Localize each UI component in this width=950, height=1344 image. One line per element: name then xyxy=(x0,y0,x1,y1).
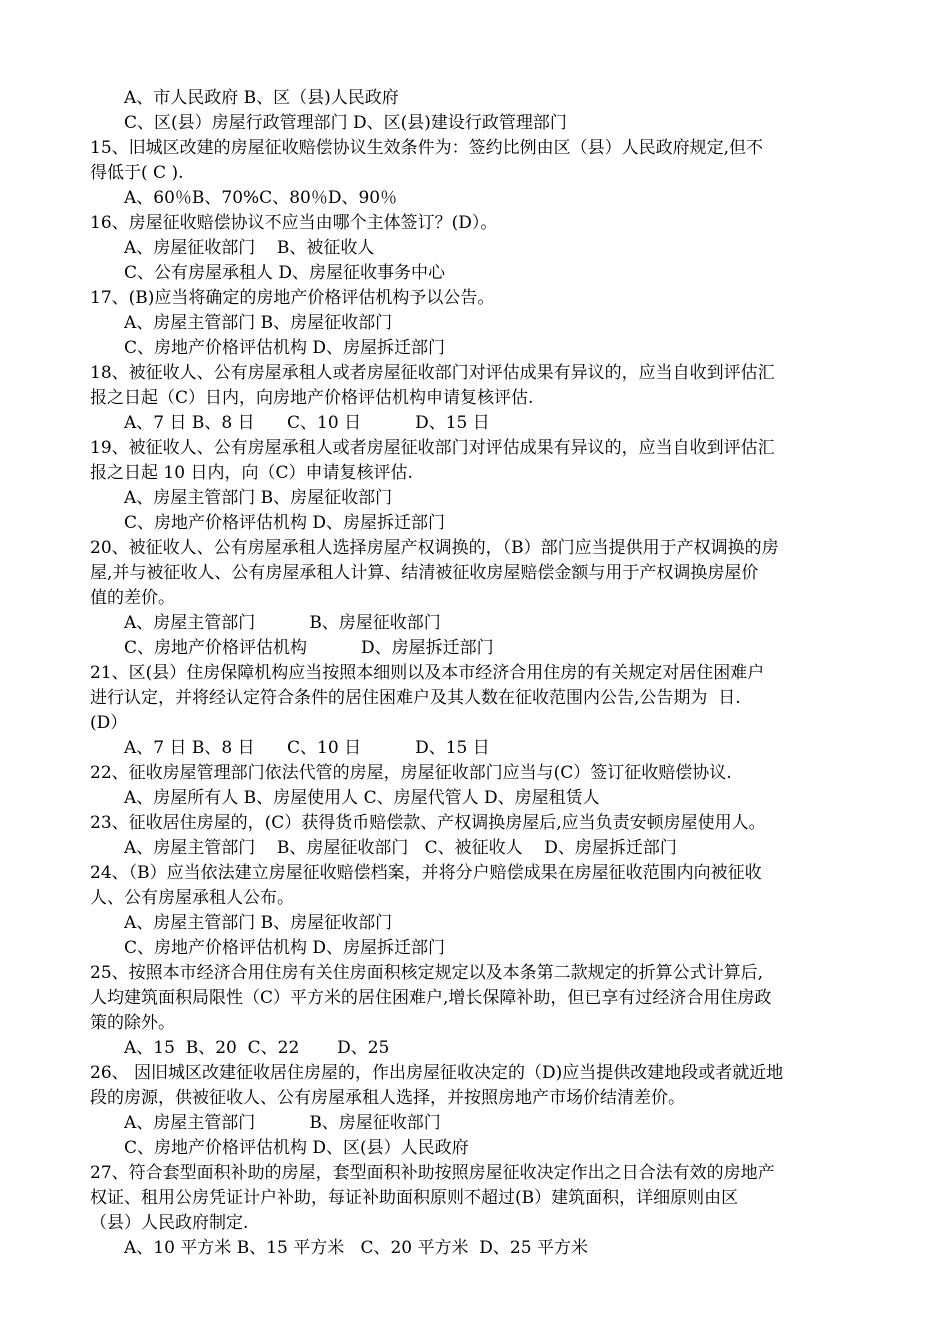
answer-options-line: A、15 B、20 C、22 D、25 xyxy=(124,1038,390,1058)
answer-options-line: A、房屋所有人 B、房屋使用人 C、房屋代管人 D、房屋租赁人 xyxy=(124,788,600,808)
question-text-line: 17、(B)应当将确定的房地产价格评估机构予以公告。 xyxy=(90,288,495,308)
answer-options-line: C、房地产价格评估机构 D、房屋拆迁部门 xyxy=(124,638,494,658)
question-text-line: 报之日起（C）日内，向房地产价格评估机构申请复核评估. xyxy=(90,388,534,408)
question-text-line: 值的差价。 xyxy=(90,588,175,608)
question-text-line: 26、 因旧城区改建征收居住房屋的，作出房屋征收决定的（D)应当提供改建地段或者就近地 xyxy=(90,1063,784,1083)
question-text-line: 18、被征收人、公有房屋承租人或者房屋征收部门对评估成果有异议的，应当自收到评估汇 xyxy=(90,363,775,383)
question-text-line: 21、区(县）住房保障机构应当按照本细则以及本市经济合用住房的有关规定对居住困难户 xyxy=(90,663,765,683)
answer-options-line: A、7 日 B、8 日 C、10 日 D、15 日 xyxy=(124,413,490,433)
answer-options-line: A、7 日 B、8 日 C、10 日 D、15 日 xyxy=(124,738,490,758)
question-text-line: 22、征收房屋管理部门依法代管的房屋，房屋征收部门应当与(C）签订征收赔偿协议. xyxy=(90,763,732,783)
document-body xyxy=(90,86,870,1261)
question-text-line: 得低于( C ). xyxy=(90,163,184,183)
question-text-line: 19、被征收人、公有房屋承租人或者房屋征收部门对评估成果有异议的，应当自收到评估汇 xyxy=(90,438,775,458)
answer-options-line: A、房屋主管部门 B、房屋征收部门 C、被征收人 D、房屋拆迁部门 xyxy=(124,838,677,858)
answer-options-line: A、市人民政府 B、区（县)人民政府 xyxy=(124,88,399,108)
question-text-line: 20、被征收人、公有房屋承租人选择房屋产权调换的，（B）部门应当提供用于产权调换的房 xyxy=(90,538,779,558)
question-text-line: 24、（B）应当依法建立房屋征收赔偿档案，并将分户赔偿成果在房屋征收范围内向被征收 xyxy=(90,863,762,883)
answer-options-line: C、房地产价格评估机构 D、房屋拆迁部门 xyxy=(124,338,446,358)
question-text-line: 报之日起 10 日内，向（C）申请复核评估. xyxy=(90,463,413,483)
answer-options-line: C、公有房屋承租人 D、房屋征收事务中心 xyxy=(124,263,446,283)
question-text-line: (D） xyxy=(90,713,128,733)
question-text-line: 屋,并与被征收人、公有房屋承租人计算、结清被征收房屋赔偿金额与用于产权调换房屋价 xyxy=(90,563,759,583)
answer-options-line: A、房屋征收部门 B、被征收人 xyxy=(124,238,375,258)
answer-options-line: A、房屋主管部门 B、房屋征收部门 xyxy=(124,1113,441,1133)
answer-options-line: A、房屋主管部门 B、房屋征收部门 xyxy=(124,313,393,333)
answer-options-line: C、房地产价格评估机构 D、房屋拆迁部门 xyxy=(124,938,446,958)
answer-options-line: C、房地产价格评估机构 D、房屋拆迁部门 xyxy=(124,513,446,533)
answer-options-line: A、房屋主管部门 B、房屋征收部门 xyxy=(124,488,393,508)
question-text-line: 23、征收居住房屋的，(C）获得货币赔偿款、产权调换房屋后,应当负责安顿房屋使用人。 xyxy=(90,813,766,833)
question-text-line: 15、旧城区改建的房屋征收赔偿协议生效条件为：签约比例由区（县）人民政府规定,但不 xyxy=(90,138,764,158)
question-text-line: 进行认定，并将经认定符合条件的居住困难户及其人数在征收范围内公告,公告期为 日. xyxy=(90,688,741,708)
answer-options-line: C、区(县）房屋行政管理部门 D、区(县)建设行政管理部门 xyxy=(124,113,567,133)
question-text-line: （县）人民政府制定. xyxy=(90,1213,249,1233)
answer-options-line: A、60％B、70%C、80％D、90％ xyxy=(124,188,398,208)
question-text-line: 16、房屋征收赔偿协议不应当由哪个主体签订？(D）。 xyxy=(90,213,498,233)
answer-options-line: A、房屋主管部门 B、房屋征收部门 xyxy=(124,613,441,633)
question-text-line: 人、公有房屋承租人公布。 xyxy=(90,888,294,908)
question-text-line: 权证、租用公房凭证计户补助，每证补助面积原则不超过(B）建筑面积，详细原则由区 xyxy=(90,1188,739,1208)
answer-options-line: A、房屋主管部门 B、房屋征收部门 xyxy=(124,913,393,933)
question-text-line: 25、按照本市经济合用住房有关住房面积核定规定以及本条第二款规定的折算公式计算后, xyxy=(90,963,764,983)
answer-options-line: A、10 平方米 B、15 平方米 C、20 平方米 D、25 平方米 xyxy=(124,1238,588,1258)
answer-options-line: C、房地产价格评估机构 D、区(县）人民政府 xyxy=(124,1138,469,1158)
question-text-line: 段的房源，供被征收人、公有房屋承租人选择，并按照房地产市场价结清差价。 xyxy=(90,1088,685,1108)
question-text-line: 27、符合套型面积补助的房屋，套型面积补助按照房屋征收决定作出之日合法有效的房地产 xyxy=(90,1163,775,1183)
question-text-line: 人均建筑面积局限性（C）平方米的居住困难户,增长保障补助，但已享有过经济合用住房政 xyxy=(90,988,772,1008)
question-text-line: 策的除外。 xyxy=(90,1013,175,1033)
